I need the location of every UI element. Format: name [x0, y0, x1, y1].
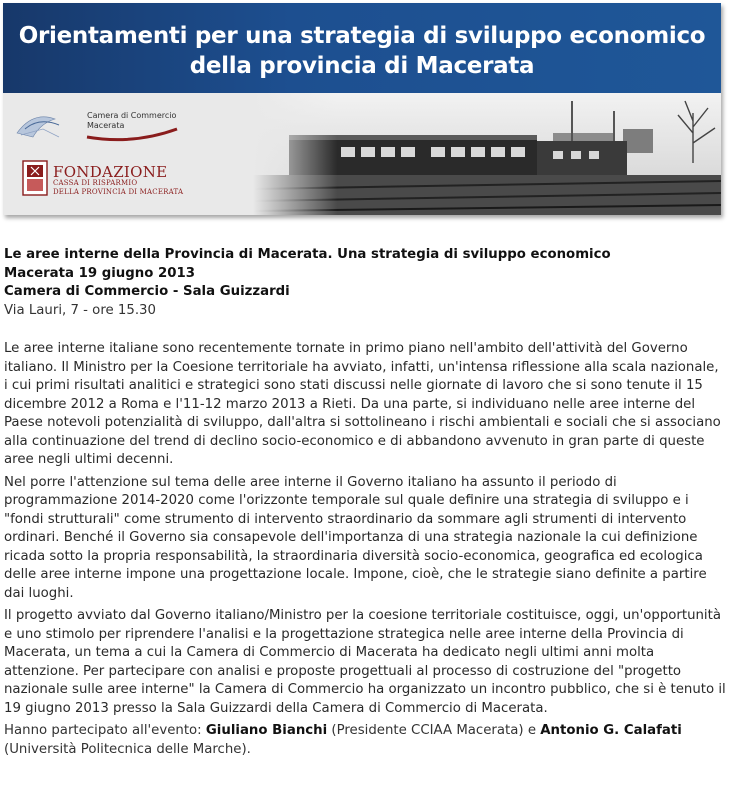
banner-title-line-1: Orientamenti per una strategia di sviluppo economico: [18, 23, 706, 49]
event-venue: Camera di Commercio - Sala Guizzardi: [4, 284, 290, 299]
train-photo: [253, 93, 721, 215]
participant-role-1: (Presidente CCIAA Macerata) e: [327, 723, 541, 738]
banner-title-bar: [3, 3, 721, 93]
banner-title: [3, 21, 721, 81]
article-content: [4, 246, 726, 759]
body-paragraph-1: Le aree interne italiane sono recentemente tornate in primo piano nell'ambito dell'attività del Governo italiano. Il Ministro per la Coesione territoriale ha avviato, infatti, un'intensa riflessione alla scala nazionale, i cui primi risultati analitici e strategici sono stati discussi nelle giornate di lavoro che si sono tenute il 15 dicembre 2012 a Roma e l'11-12 marzo 2013 a Rieti. Da una parte, si individuano nelle aree interne del Paese notevoli potenzialità di sviluppo, dall'altra si sottolineano i rischi ambientali e sociali che si associano alla continuazione del trend di declino socio-economico e di abbandono avvenuto in gran parte di queste aree negli ultimi decenni.: [4, 341, 721, 467]
event-address: Via Lauri, 7 - ore 15.30: [4, 302, 156, 318]
header-banner: [3, 3, 721, 215]
fondazione-sub-line-2: DELLA PROVINCIA DI MACERATA: [53, 188, 184, 196]
participants-line: [4, 722, 726, 759]
participants-intro: Hanno partecipato all'evento:: [4, 723, 206, 738]
event-date: Macerata 19 giugno 2013: [4, 265, 196, 281]
fondazione-sub-line-1: CASSA DI RISPARMIO: [53, 179, 138, 187]
fondazione-logo-icon: [23, 161, 47, 195]
cciaa-logo-text: [87, 111, 176, 131]
cciaa-line-1: Camera di Commercio: [87, 111, 177, 120]
event-title: Le aree interne della Provincia di Macerata. Una strategia di sviluppo economico: [4, 247, 611, 262]
fondazione-name: FONDAZIONE: [53, 163, 168, 181]
cciaa-line-2: Macerata: [87, 121, 125, 130]
body-paragraph-3: Il progetto avviato dal Governo italiano/Ministro per la coesione territoriale costituisce, oggi, un'opportunità e uno stimolo per riprendere l'analisi e la progettazione strategica nelle aree interne della Provincia di Macerata, un tema a cui la Camera di Commercio di Macerata ha dedicato negli ultimi anni molta attenzione. Per partecipare con analisi e proposte progettuali al processo di costruzione del "progetto nazionale sulle aree interne" la Camera di Commercio ha organizzato un incontro pubblico, che si è tenuto il 19 giugno 2013 presso la Sala Guizzardi della Camera di Commercio di Macerata.: [4, 608, 726, 716]
body-paragraph-2: Nel porre l'attenzione sul tema delle aree interne il Governo italiano ha assunto il periodo di programmazione 2014-2020 come l'orizzonte temporale sul quale definire una strategia di sviluppo e i "fondi strutturali" come strumento di intervento straordinario da sommare agli strumenti di intervento ordinari. Benché il Governo sia consapevole dell'importanza di una strategia nazionale la cui definizione ricada sotto la propria responsabilità, la straordinaria diversità socio-economica, geografica ed ecologica delle aree interne impone una progettazione locale. Impone, cioè, che le strategie siano definite a partire dai luoghi.: [4, 474, 707, 601]
participant-role-2: (Università Politecnica delle Marche).: [4, 741, 251, 757]
banner-title-line-2: della provincia di Macerata: [189, 53, 535, 79]
participant-name-1: Giuliano Bianchi: [205, 723, 328, 738]
fondazione-subtitle: [53, 179, 183, 197]
participant-name-2: Antonio G. Calafati: [540, 723, 682, 738]
